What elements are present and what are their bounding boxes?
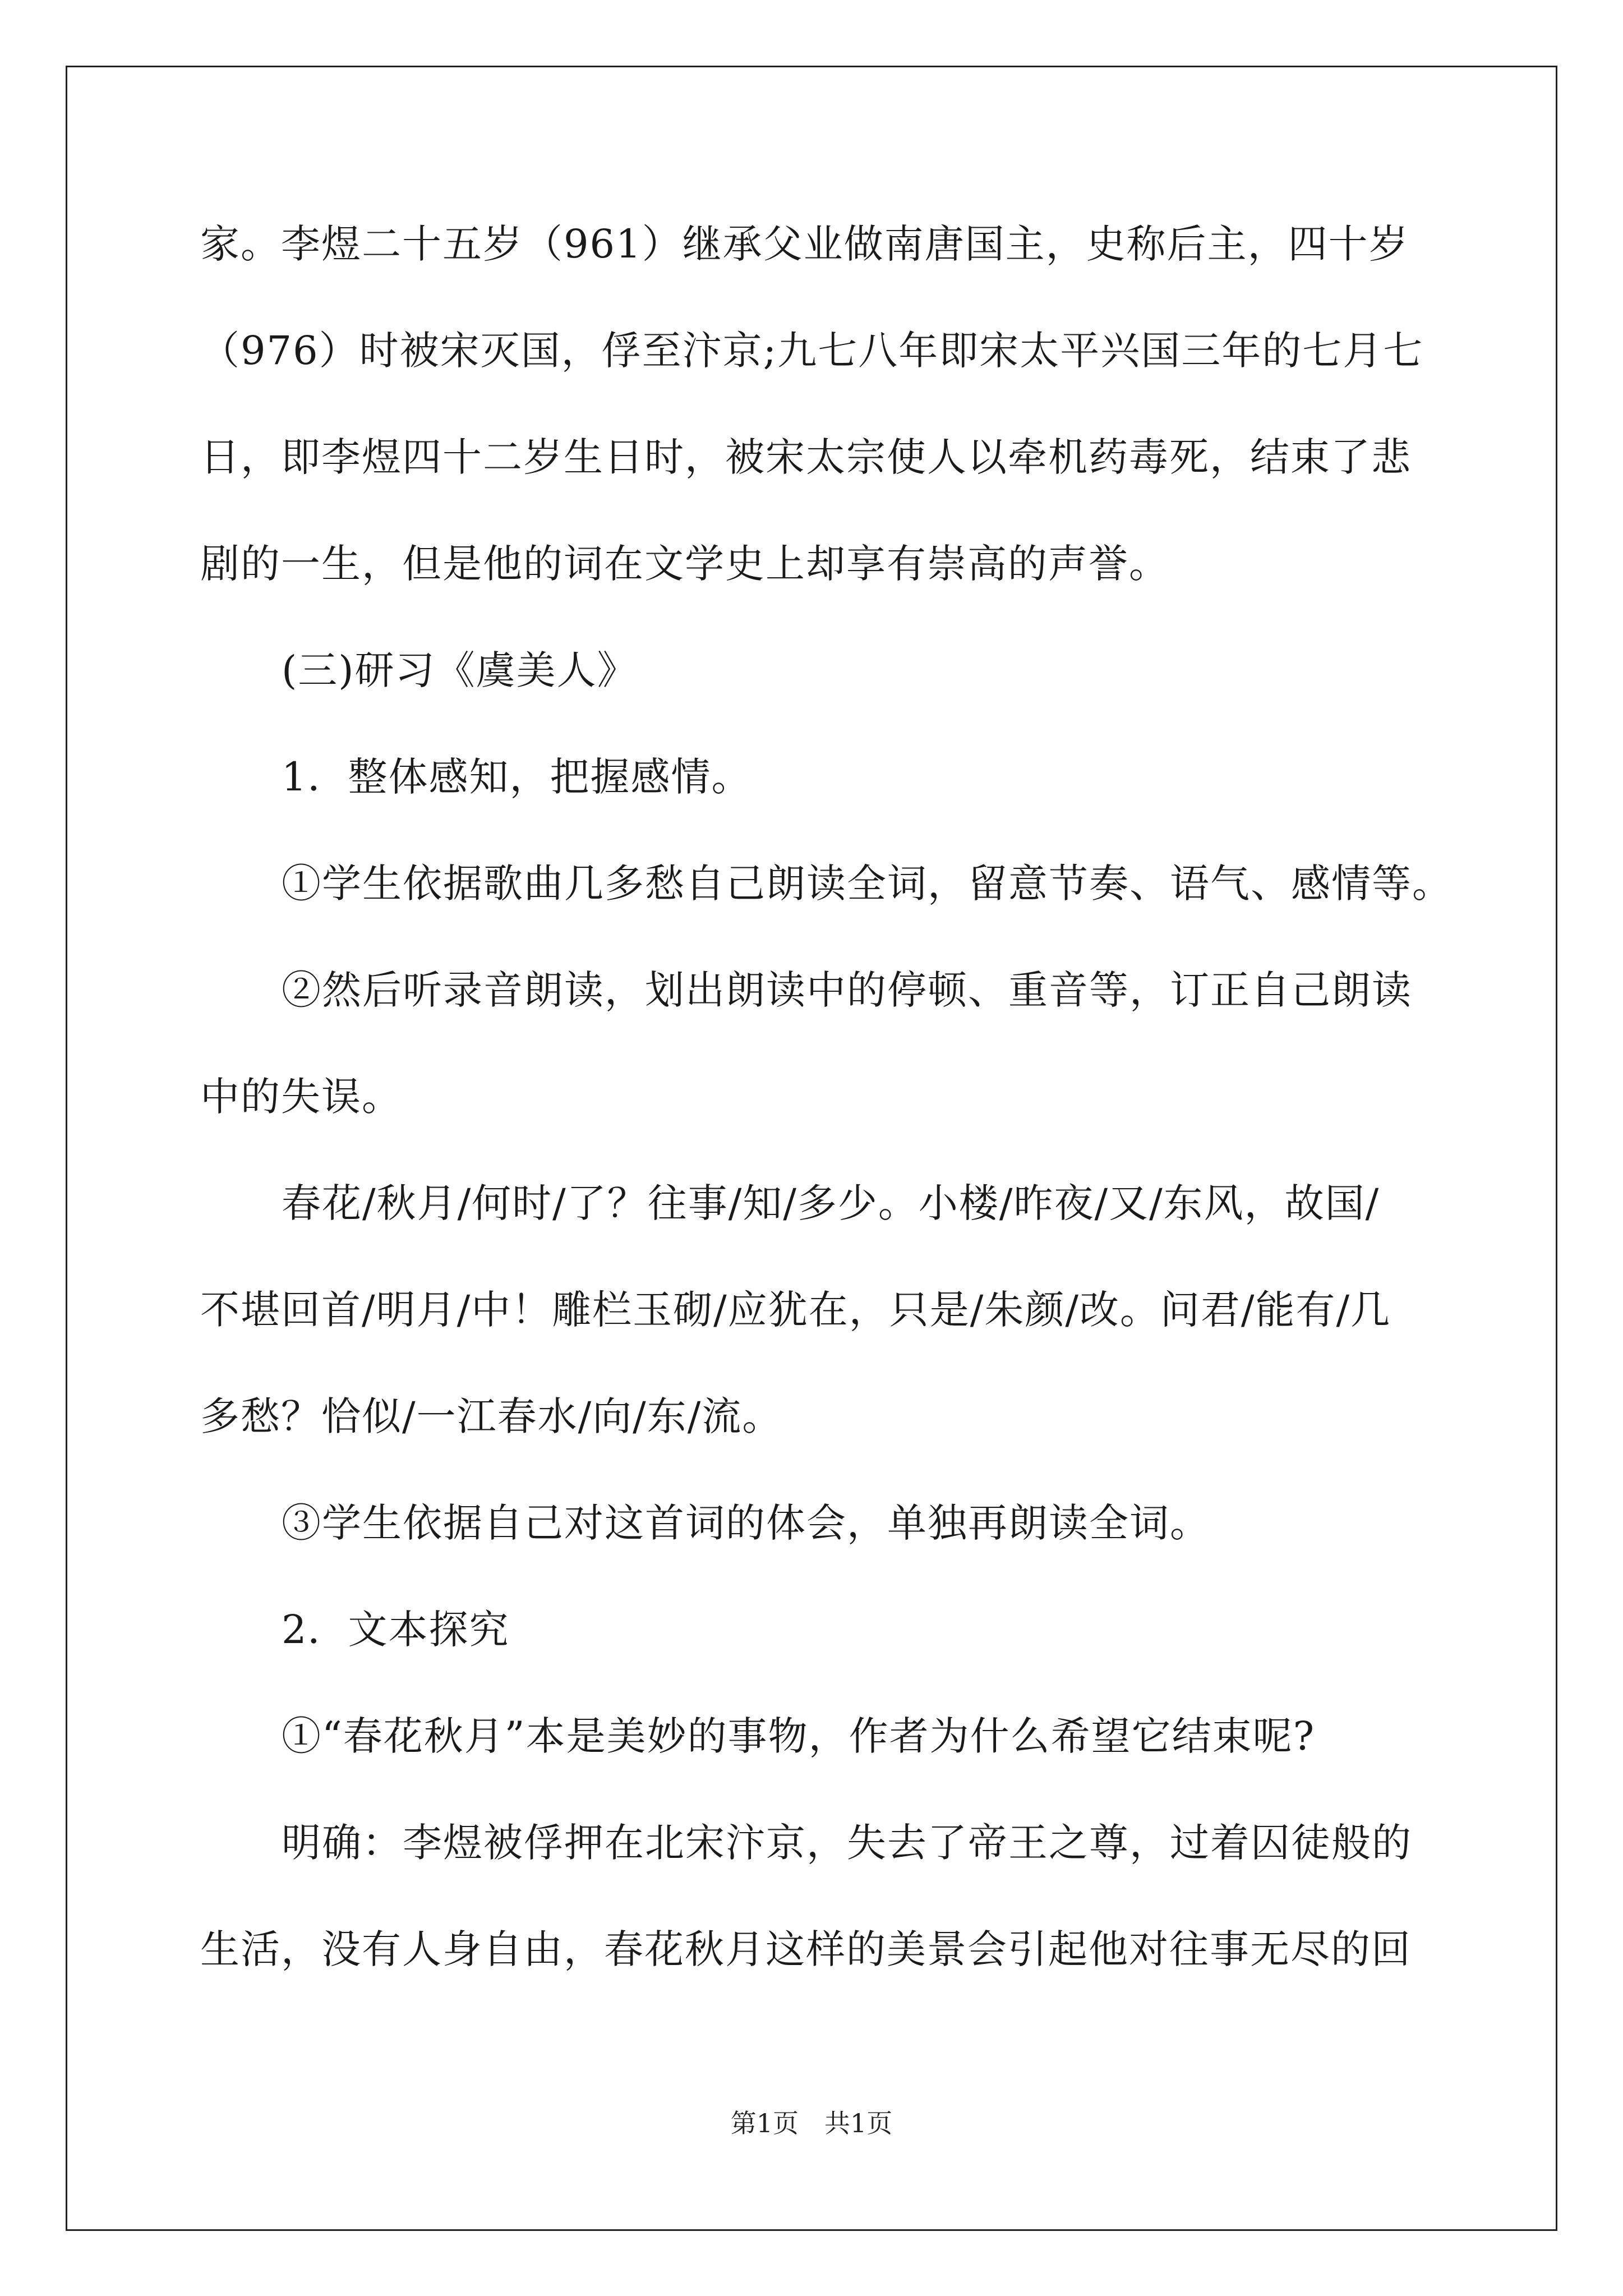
step-3: ③学生依据自己对这首词的体会，单独再朗读全词。 [282,1500,1210,1546]
answer-line-2: 生活，没有人身自由，春花秋月这样的美景会引起他对往事无尽的回 [200,1926,1412,1972]
page-border [66,66,1557,2231]
page-footer: 第1页 共1页 [730,2108,893,2138]
text-line-2: （976）时被宋灭国，俘至汴京;九七八年即宋太平兴国三年的七月七 [200,328,1424,374]
answer-line-1: 明确：李煜被俘押在北宋汴京，失去了帝王之尊，过着囚徒般的 [282,1820,1412,1866]
poem-line-3: 多愁？恰似/一江春水/向/东/流。 [200,1393,783,1439]
question-1: ①“春花秋月”本是美妙的事物，作者为什么希望它结束呢? [282,1713,1316,1759]
subheading-2: 2．文本探究 [282,1607,510,1653]
text-line-3: 日，即李煜四十二岁生日时，被宋太宗使人以牵机药毒死，结束了悲 [200,434,1412,480]
text-line-4: 剧的一生，但是他的词在文学史上却享有崇高的声誉。 [200,541,1169,587]
section-heading: (三)研习《虞美人》 [282,647,638,693]
subheading-1: 1．整体感知，把握感情。 [282,754,752,800]
poem-line-2: 不堪回首/明月/中！雕栏玉砌/应犹在，只是/朱颜/改。问君/能有/几 [200,1287,1391,1333]
text-line-1: 家。李煜二十五岁（961）继承父业做南唐国主，史称后主，四十岁 [200,221,1409,267]
step-1: ①学生依据歌曲几多愁自己朗读全词，留意节奏、语气、感情等。 [282,861,1453,907]
step-2: ②然后听录音朗读，划出朗读中的停顿、重音等，订正自己朗读 [282,967,1412,1013]
step-2-cont: 中的失误。 [200,1074,402,1120]
poem-line-1: 春花/秋月/何时/了？往事/知/多少。小楼/昨夜/又/东风，故国/ [282,1180,1380,1226]
